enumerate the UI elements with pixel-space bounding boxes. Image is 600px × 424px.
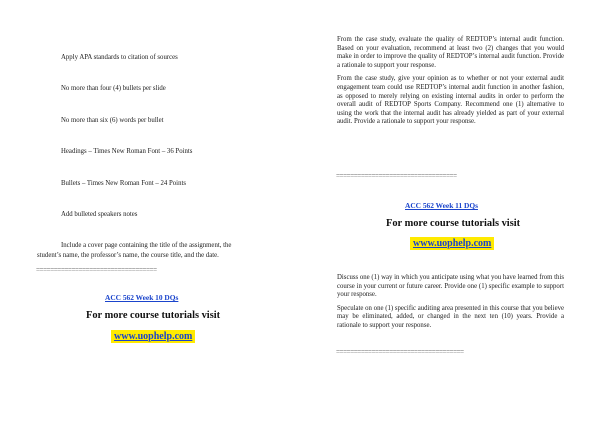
bullet-bullets-font: Bullets – Times New Roman Font – 24 Points	[61, 180, 187, 187]
top-paragraphs	[337, 36, 564, 132]
separator: ====================================	[336, 348, 464, 356]
tutorials-heading: For more course tutorials visit	[86, 310, 221, 321]
bullet-six-words: No more than six (6) words per bullet	[61, 117, 164, 124]
speculate-paragraph: Speculate on one (1) specific auditing area presented in this course that you believe may be eliminated, added, or changed in the next ten (10) years. Provide a rationale to support your response.	[337, 304, 564, 329]
site-link[interactable]: www.uophelp.com	[111, 330, 195, 343]
site-link[interactable]: www.uophelp.com	[410, 237, 494, 250]
separator: ==================================	[36, 266, 157, 274]
week10-dq-link[interactable]: ACC 562 Week 10 DQs	[105, 293, 179, 302]
tutorials-heading: For more course tutorials visit	[386, 218, 521, 229]
career-paragraph: Discuss one (1) way in which you anticipate using what you have learned from this course in your current or future career. Provide one (1) specific example to support your response.	[337, 274, 564, 299]
bullet-speaker-notes: Add bulleted speakers notes	[61, 211, 138, 218]
bullet-four-bullets: No more than four (4) bullets per slide	[61, 85, 166, 92]
internal-audit-paragraph: From the case study, evaluate the quality of REDTOP’s internal audit function. Based on your evaluation, recommend at least two (2) changes that you would make in order to improve the quality of REDTOP’s internal audit function. Provide a rationale to support your response.	[337, 36, 564, 69]
right-page	[300, 0, 600, 424]
cover-page-line-2: student’s name, the professor’s name, the course title, and the date.	[37, 252, 219, 259]
week11-dq-link[interactable]: ACC 562 Week 11 DQs	[405, 201, 478, 210]
external-audit-paragraph: From the case study, give your opinion as to whether or not your external audit engagement team could use REDTOP’s internal audit function in another fashion, as opposed to merely relying on existing internal audits in order to perform the overall audit of REDTOP Sports Company. Recommend one (1) alternative to using the work that the internal audit has already yielded as part of your external audit. Provide a rationale to support your response.	[337, 75, 564, 126]
bullet-headings-font: Headings – Times New Roman Font – 36 Points	[61, 148, 193, 155]
cover-page-line-1: Include a cover page containing the title of the assignment, the	[61, 242, 232, 249]
bullet-apa: Apply APA standards to citation of sources	[61, 54, 178, 61]
separator: ==================================	[336, 172, 457, 180]
bottom-paragraphs	[337, 274, 564, 336]
